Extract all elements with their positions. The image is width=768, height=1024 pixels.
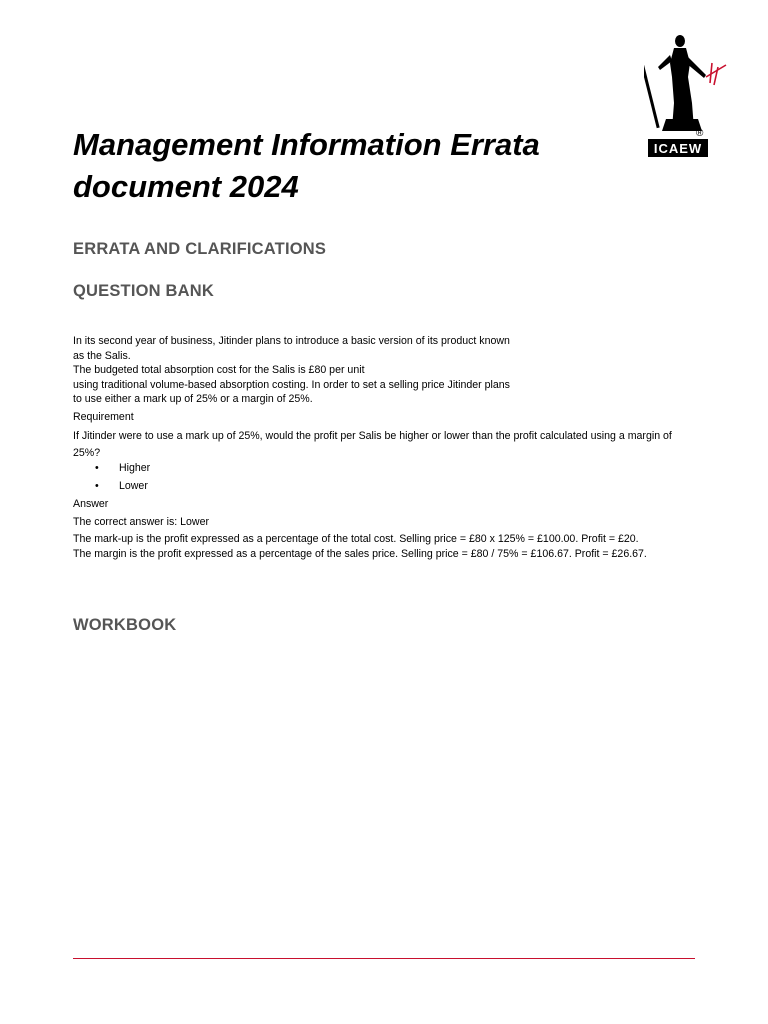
list-item [95,461,150,479]
title-line-1: Management Information Errata [73,127,540,162]
icaew-logo [644,33,730,159]
bullet-icon: • [95,480,99,492]
intro-line: to use either a mark up of 25% or a margin of 25%. [73,393,313,405]
heading-question-bank: QUESTION BANK [73,282,215,300]
footer-divider [73,958,695,959]
question-intro [73,334,698,407]
requirement-label: Requirement [73,411,134,423]
bullet-icon: • [95,462,99,474]
explanation-markup: The mark-up is the profit expressed as a percentage of the total cost. Selling price = £80 x 125% = £100.00. Profit = £20. [73,533,639,545]
answer-label: Answer [73,498,109,510]
intro-line: In its second year of business, Jitinder plans to introduce a basic version of its product known [73,335,510,347]
logo-wordmark: ICAEW [653,141,703,156]
heading-workbook: WORKBOOK [73,616,177,634]
title-line-2: document 2024 [73,169,299,204]
option-label: Lower [119,480,148,492]
registered-mark: ® [696,128,704,139]
requirement-text: If Jitinder were to use a mark up of 25%, would the profit per Salis be higher or lower than the profit calculated using a margin of 25%? [73,429,672,459]
document-title [73,124,633,208]
intro-line: The budgeted total absorption cost for the Salis is £80 per unit [73,364,365,376]
intro-line: using traditional volume-based absorption costing. In order to set a selling price Jitinder plans [73,378,510,391]
list-item [95,479,150,497]
answer-text: The correct answer is: Lower [73,515,210,528]
intro-line: as the Salis. [73,349,131,362]
heading-errata: ERRATA AND CLARIFICATIONS [73,240,327,258]
icaew-figure-icon [644,33,730,159]
options-list [95,461,150,497]
option-label: Higher [119,462,151,474]
answer-block [73,497,698,564]
explanation-margin: The margin is the profit expressed as a percentage of the sales price. Selling price = £80 / 75% = £106.67. Profit = £26.67. [73,547,647,560]
requirement-block [73,410,698,465]
